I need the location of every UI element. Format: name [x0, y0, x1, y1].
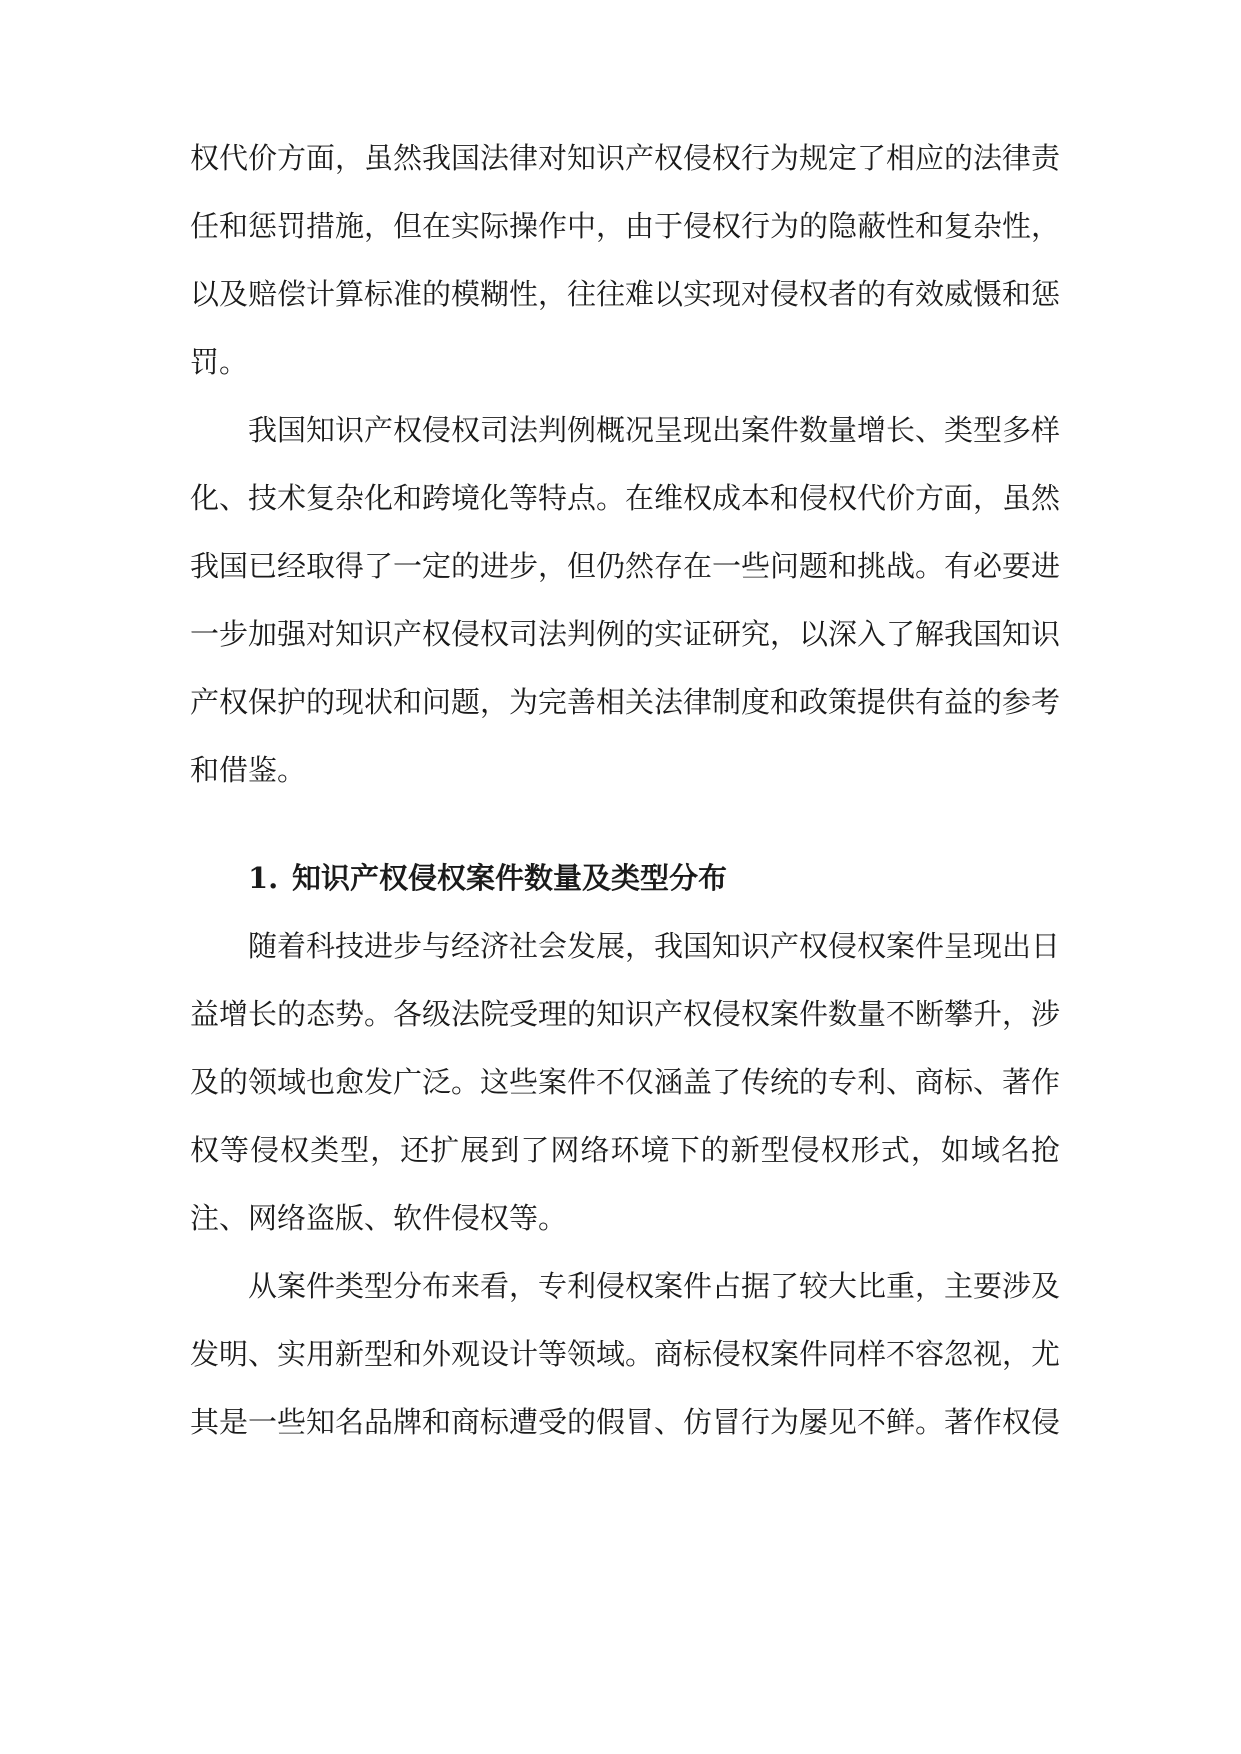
- paragraph-case-types: 从案件类型分布来看，专利侵权案件占据了较大比重，主要涉及发明、实用新型和外观设计等领域。商标侵权案件同样不容忽视，尤其是一些知名品牌和商标遭受的假冒、仿冒行为屡见不鲜。著作权侵: [190, 1269, 1061, 1439]
- section-heading-number: 1.: [248, 861, 279, 895]
- paragraph-summary: 我国知识产权侵权司法判例概况呈现出案件数量增长、类型多样化、技术复杂化和跨境化等特点。在维权成本和侵权代价方面，虽然我国已经取得了一定的进步，但仍然存在一些问题和挑战。有必要进一步加强对知识产权侵权司法判例的实证研究，以深入了解我国知识产权保护的现状和问题，为完善相关法律制度和政策提供有益的参考和借鉴。: [190, 413, 1061, 787]
- section-heading: [190, 844, 1060, 912]
- section-heading-title: 知识产权侵权案件数量及类型分布: [292, 861, 728, 895]
- document-body: [190, 124, 1060, 1456]
- paragraph-continuation: 权代价方面，虽然我国法律对知识产权侵权行为规定了相应的法律责任和惩罚措施，但在实际操作中，由于侵权行为的隐蔽性和复杂性，以及赔偿计算标准的模糊性，往往难以实现对侵权者的有效威慑和惩罚。: [190, 141, 1061, 379]
- paragraph-case-growth: 随着科技进步与经济社会发展，我国知识产权侵权案件呈现出日益增长的态势。各级法院受理的知识产权侵权案件数量不断攀升，涉及的领域也愈发广泛。这些案件不仅涵盖了传统的专利、商标、著作权等侵权类型，还扩展到了网络环境下的新型侵权形式，如域名抢注、网络盗版、软件侵权等。: [190, 929, 1061, 1235]
